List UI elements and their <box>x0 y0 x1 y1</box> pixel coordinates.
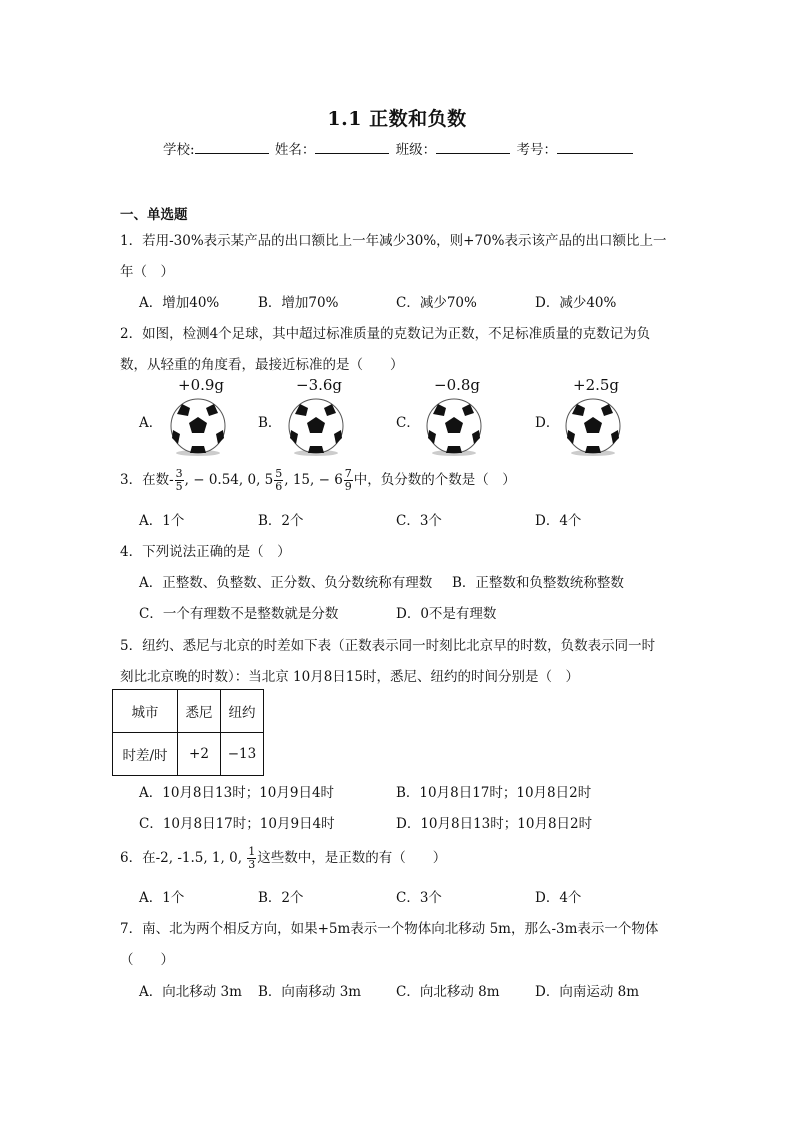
fraction-denominator: 6 <box>275 480 283 493</box>
q2-option-a[interactable]: A． <box>139 415 163 431</box>
time-difference-table <box>112 689 264 776</box>
q6-option-a[interactable]: A．1个 <box>139 890 185 906</box>
table-cell: 悉尼 <box>178 690 221 733</box>
q5-option-a[interactable]: A．10月8日13时；10月9日4时 <box>139 785 335 801</box>
soccer-ball-icon <box>286 398 346 456</box>
class-label: 班级： <box>395 142 437 158</box>
fraction-numerator: 1 <box>248 845 256 858</box>
q5-option-d[interactable]: D．10月8日13时；10月8日2时 <box>396 816 593 832</box>
q5-stem-line1: 5．纽约、悉尼与北京的时差如下表（正数表示同一时刻比北京早的时数，负数表示同一时 <box>120 638 656 654</box>
q6-fraction <box>247 846 256 871</box>
soccer-ball-icon <box>424 398 484 456</box>
q3-mid2: , 15, − 6 <box>284 472 343 488</box>
q3-option-b[interactable]: B．2个 <box>258 513 304 529</box>
q7-option-c[interactable]: C．向北移动 8m <box>396 984 500 1000</box>
fraction-denominator: 5 <box>175 480 183 493</box>
q4-option-b[interactable]: B．正整数和负整数统称整数 <box>452 575 624 591</box>
q7-option-d[interactable]: D．向南运动 8m <box>535 984 640 1000</box>
ball-c-label: −0.8g <box>434 376 481 394</box>
q3-stem <box>120 466 516 494</box>
q1-option-d[interactable]: D．减少40% <box>535 295 617 311</box>
q7-stem-line1: 7．南、北为两个相反方向，如果+5m表示一个物体向北移动 5m，那么-3m表示一个物体 <box>120 921 659 937</box>
table-cell: 纽约 <box>221 690 264 733</box>
soccer-ball-icon <box>563 398 623 456</box>
q7-option-a[interactable]: A．向北移动 3m <box>139 984 242 1000</box>
q3-option-d[interactable]: D．4个 <box>535 513 582 529</box>
school-field[interactable] <box>195 140 269 154</box>
section-heading: 一、单选题 <box>120 207 188 223</box>
q3-suffix: 中，负分数的个数是（ ） <box>353 472 516 488</box>
student-info-row <box>163 138 635 158</box>
ball-d-label: +2.5g <box>573 376 620 394</box>
exam-no-label: 考号： <box>516 142 557 158</box>
school-label: 学校: <box>163 142 195 158</box>
q6-option-c[interactable]: C．3个 <box>396 890 442 906</box>
fraction-numerator: 3 <box>175 467 183 480</box>
q6-stem <box>120 844 446 872</box>
q3-option-c[interactable]: C．3个 <box>396 513 442 529</box>
q6-suffix: 这些数中，是正数的有（ ） <box>257 850 447 866</box>
q5-stem-line2: 刻比北京晚的时数）：当北京 10月8日15时，悉尼、纽约的时间分别是（ ） <box>120 669 579 685</box>
exam-no-field[interactable] <box>557 140 633 154</box>
q4-stem: 4．下列说法正确的是（ ） <box>120 544 291 560</box>
q4-option-d[interactable]: D．0不是有理数 <box>396 606 497 622</box>
ball-b-label: −3.6g <box>296 376 343 394</box>
q7-stem-line2: （ ） <box>120 952 174 968</box>
q6-prefix: 6．在-2, -1.5, 1, 0, <box>120 850 242 866</box>
ball-a-label: +0.9g <box>178 376 225 394</box>
q2-option-d[interactable]: D． <box>535 415 560 431</box>
table-cell: −13 <box>221 733 264 776</box>
q4-option-a[interactable]: A．正整数、负整数、正分数、负分数统称有理数 <box>139 575 433 591</box>
fraction-numerator: 5 <box>275 467 283 480</box>
name-label: 姓名： <box>274 142 316 158</box>
fraction-denominator: 9 <box>344 480 352 493</box>
q2-option-b[interactable]: B． <box>258 415 282 431</box>
soccer-ball-icon <box>168 398 228 456</box>
q3-option-a[interactable]: A．1个 <box>139 513 185 529</box>
q2-option-c[interactable]: C． <box>396 415 420 431</box>
table-row <box>113 733 264 776</box>
q6-option-d[interactable]: D．4个 <box>535 890 582 906</box>
q1-option-b[interactable]: B．增加70% <box>258 295 339 311</box>
q1-option-c[interactable]: C．减少70% <box>396 295 477 311</box>
fraction-numerator: 7 <box>344 467 352 480</box>
q3-neg-sign: - <box>169 472 174 488</box>
table-row <box>113 690 264 733</box>
q2-stem-line1: 2．如图，检测4个足球，其中超过标准质量的克数记为正数，不足标准质量的克数记为负 <box>120 326 651 342</box>
q3-mid: , − 0.54, 0, 5 <box>184 472 274 488</box>
q2-stem-line2: 数，从轻重的角度看，最接近标准的是（ ） <box>120 357 404 373</box>
q1-stem-line2: 年（ ） <box>120 264 174 280</box>
q3-prefix: 3．在数 <box>120 472 170 488</box>
q6-option-b[interactable]: B．2个 <box>258 890 304 906</box>
q4-option-c[interactable]: C．一个有理数不是整数就是分数 <box>139 606 339 622</box>
q7-option-b[interactable]: B．向南移动 3m <box>258 984 362 1000</box>
page-title: 1.1 正数和负数 <box>327 108 467 130</box>
q1-stem-line1: 1．若用-30%表示某产品的出口额比上一年减少30%，则+70%表示该产品的出口额比上一 <box>120 233 667 249</box>
q5-option-b[interactable]: B．10月8日17时；10月8日2时 <box>396 785 592 801</box>
class-field[interactable] <box>436 140 510 154</box>
table-cell: 城市 <box>113 690 178 733</box>
q1-option-a[interactable]: A．增加40% <box>139 295 220 311</box>
q3-fraction-1 <box>175 468 184 493</box>
q5-option-c[interactable]: C．10月8日17时；10月9日4时 <box>139 816 335 832</box>
name-field[interactable] <box>315 140 389 154</box>
q3-fraction-3 <box>344 468 353 493</box>
table-cell: +2 <box>178 733 221 776</box>
table-cell: 时差/时 <box>113 733 178 776</box>
q3-fraction-2 <box>274 468 283 493</box>
fraction-denominator: 3 <box>248 858 256 871</box>
